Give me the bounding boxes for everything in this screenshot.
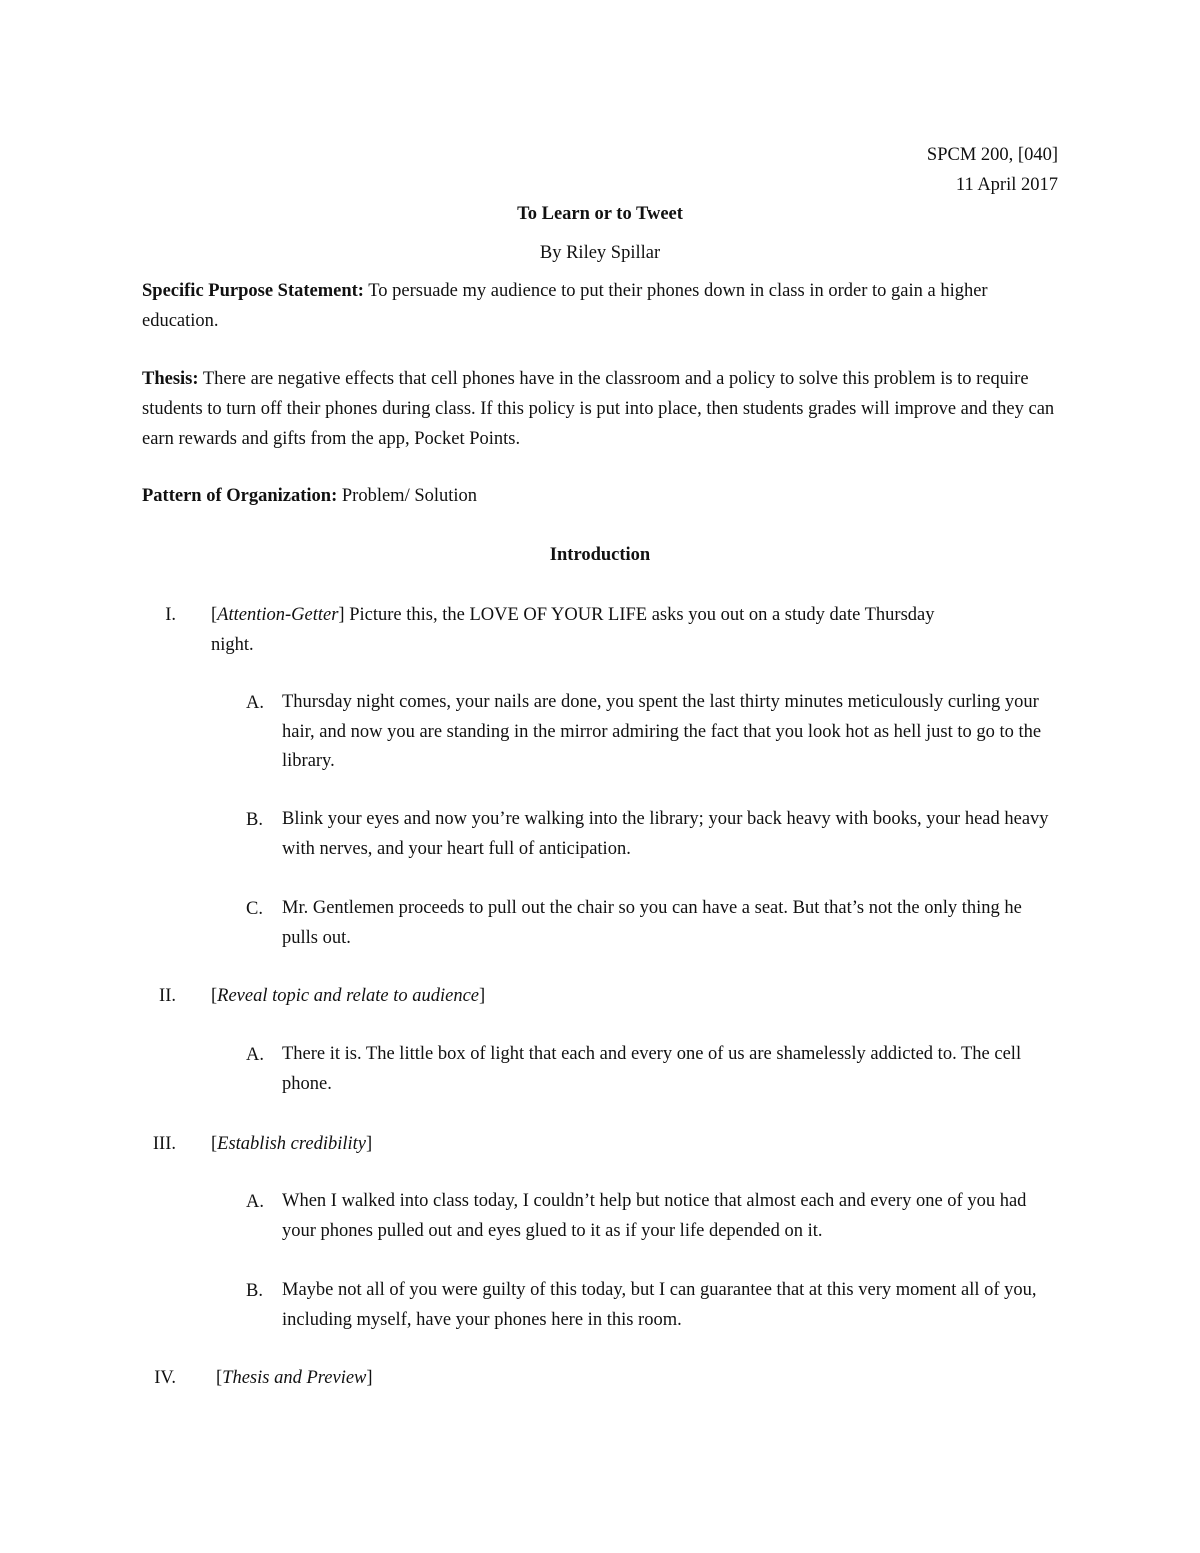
bracket-open: [ <box>211 1134 218 1154</box>
sub-letter-i-b: B. <box>246 810 263 830</box>
outline-item-iii <box>211 1129 1071 1159</box>
outline-item-ii <box>211 981 1071 1011</box>
thesis-text: There are negative effects that cell phones have in the classroom and a policy to solve this problem is to require students to turn off their phones during class. If this policy is put into place, then students grades will improve and they can earn rewards and gifts from the app, Pocket Points. <box>142 369 1055 449</box>
sub-item-i-a: Thursday night comes, your nails are done, you spent the last thirty minutes meticulously curling your hair, and now you are standing in the mirror admiring the fact that you look hot as hell just to go to the library. <box>282 692 1042 771</box>
sub-item-i-b: Blink your eyes and now you’re walking into the library; your back heavy with books, your head heavy with nerves, and your heart full of anticipation. <box>282 809 1049 859</box>
outline-item-i <box>211 600 1071 660</box>
sub-letter-iii-a: A. <box>246 1192 264 1212</box>
outline-item-iii-tag: Establish credibility <box>217 1134 367 1154</box>
thesis-label: Thesis: <box>142 369 199 389</box>
outline-item-i-line1 <box>211 600 1071 630</box>
outline-item-ii-tag: Reveal topic and relate to audience <box>217 986 479 1006</box>
outline-numeral-i: I. <box>165 605 176 625</box>
outline-item-iv-tag: Thesis and Preview <box>222 1368 367 1388</box>
organization-text: Problem/ Solution <box>337 486 478 506</box>
bracket-close: ] <box>479 986 486 1006</box>
purpose-statement <box>142 276 1062 336</box>
byline: By Riley Spillar <box>539 243 661 263</box>
thesis-statement <box>142 364 1062 454</box>
outline-item-iv <box>216 1363 1076 1393</box>
bracket-close: ] <box>366 1134 373 1154</box>
outline-numeral-iii: III. <box>152 1134 176 1154</box>
document-date: 11 April 2017 <box>955 175 1058 195</box>
sub-item-iii-a: When I walked into class today, I couldn’t help but notice that almost each and every one of you had your phones pulled out and eyes glued to it as if your life depended on it. <box>282 1191 1027 1241</box>
purpose-text: To persuade my audience to put their phones down in class in order to gain a higher education. <box>142 281 988 331</box>
outline-numeral-ii: II. <box>159 986 176 1006</box>
bracket-close: ] <box>338 605 345 625</box>
sub-item-ii-a: There it is. The little box of light that each and every one of us are shamelessly addicted to. The cell phone. <box>282 1044 1022 1094</box>
purpose-label: Specific Purpose Statement: <box>142 281 364 301</box>
bracket-close: ] <box>366 1368 373 1388</box>
organization-label: Pattern of Organization: <box>142 486 338 506</box>
document-title: To Learn or to Tweet <box>517 204 683 224</box>
section-heading: Introduction <box>549 545 651 565</box>
outline-numeral-iv: IV. <box>154 1368 176 1388</box>
sub-letter-i-c: C. <box>246 899 263 919</box>
outline-item-i-line2: night. <box>211 635 254 655</box>
sub-letter-ii-a: A. <box>246 1045 264 1065</box>
bracket-open: [ <box>211 605 218 625</box>
outline-item-i-tag: Attention-Getter <box>217 605 339 625</box>
bracket-open: [ <box>211 986 218 1006</box>
sub-letter-i-a: A. <box>246 693 264 713</box>
sub-item-iii-b: Maybe not all of you were guilty of this today, but I can guarantee that at this very moment all of you, including myself, have your phones here in this room. <box>282 1280 1037 1330</box>
bracket-open: [ <box>216 1368 223 1388</box>
sub-letter-iii-b: B. <box>246 1281 263 1301</box>
sub-item-i-c: Mr. Gentlemen proceeds to pull out the chair so you can have a seat. But that’s not the only thing he pulls out. <box>282 898 1022 948</box>
outline-item-i-text: Picture this, the LOVE OF YOUR LIFE asks you out on a study date Thursday <box>344 605 935 625</box>
organization-pattern <box>142 481 1062 511</box>
course-section: SPCM 200, [040] <box>926 145 1058 165</box>
